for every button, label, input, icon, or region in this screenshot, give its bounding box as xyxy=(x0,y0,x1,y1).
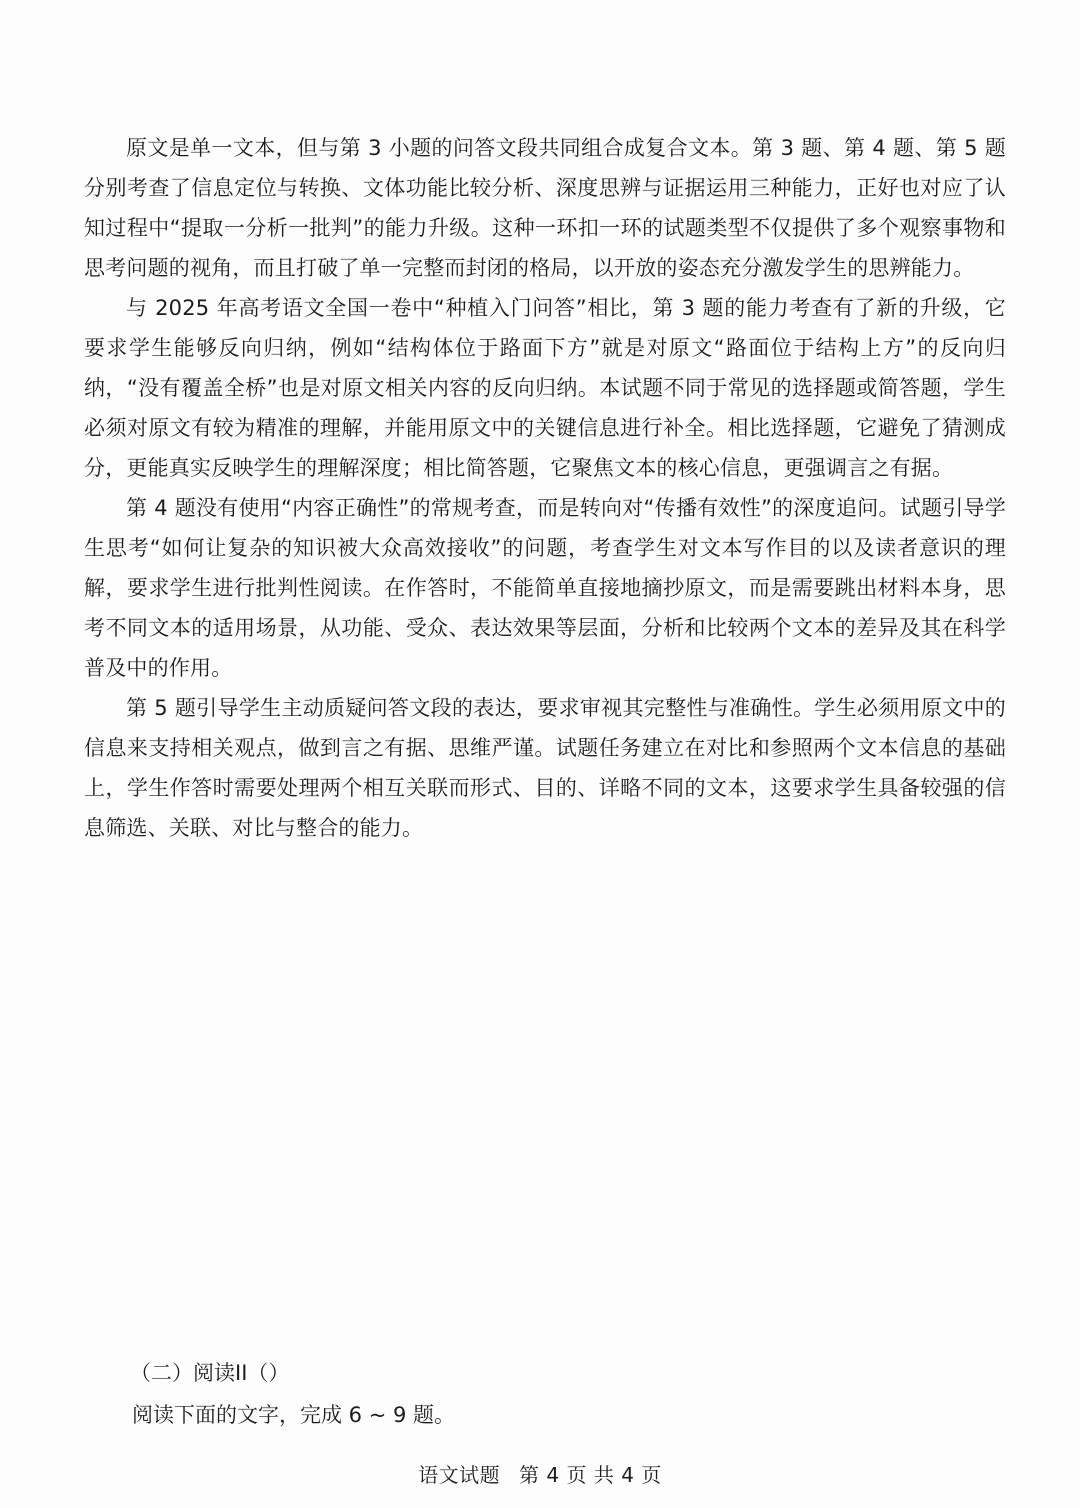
paragraph-2: 与 2025 年高考语文全国一卷中“种植入门问答”相比，第 3 题的能力考查有了新的升级，它要求学生能够反向归纳，例如“结构体位于路面下方”就是对原文“路面位于结构上方”的反向归纳，“没有覆盖全桥”也是对原文相关内容的反向归纳。本试题不同于常见的选择题或简答题，学生必须对原文有较为精准的理解，并能用原文中的关键信息进行补全。相比选择题，它避免了猜测成分，更能真实反映学生的理解深度；相比简答题，它聚焦文本的核心信息，更强调言之有据。 xyxy=(84,296,1006,480)
footer-subject: 语文试题 xyxy=(418,1463,501,1487)
reading-section xyxy=(130,1352,990,1436)
section-heading: （二）阅读II（） xyxy=(130,1361,290,1385)
analysis-text xyxy=(84,128,1006,848)
paragraph-4: 第 5 题引导学生主动质疑问答文段的表达，要求审视其完整性与准确性。学生必须用原文中的信息来支持相关观点，做到言之有据、思维严谨。试题任务建立在对比和参照两个文本信息的基础上，学生作答时需要处理两个相互关联而形式、目的、详略不同的文本，这要求学生具备较强的信息筛选、关联、对比与整合的能力。 xyxy=(84,696,1006,840)
page-footer xyxy=(0,1460,1080,1490)
footer-page-info: 第 4 页 共 4 页 xyxy=(519,1463,662,1487)
section-instruction: 阅读下面的文字，完成 6 ~ 9 题。 xyxy=(132,1403,456,1427)
paragraph-3: 第 4 题没有使用“内容正确性”的常规考查，而是转向对“传播有效性”的深度追问。试题引导学生思考“如何让复杂的知识被大众高效接收”的问题，考查学生对文本写作目的以及读者意识的理解，要求学生进行批判性阅读。在作答时，不能简单直接地摘抄原文，而是需要跳出材料本身，思考不同文本的适用场景，从功能、受众、表达效果等层面，分析和比较两个文本的差异及其在科学普及中的作用。 xyxy=(84,496,1006,680)
paragraph-1: 原文是单一文本，但与第 3 小题的问答文段共同组合成复合文本。第 3 题、第 4 题、第 5 题分别考查了信息定位与转换、文体功能比较分析、深度思辨与证据运用三种能力，正好也对应了认知过程中“提取一分析一批判”的能力升级。这种一环扣一环的试题类型不仅提供了多个观察事物和思考问题的视角，而且打破了单一完整而封闭的格局，以开放的姿态充分激发学生的思辨能力。 xyxy=(84,136,1006,280)
